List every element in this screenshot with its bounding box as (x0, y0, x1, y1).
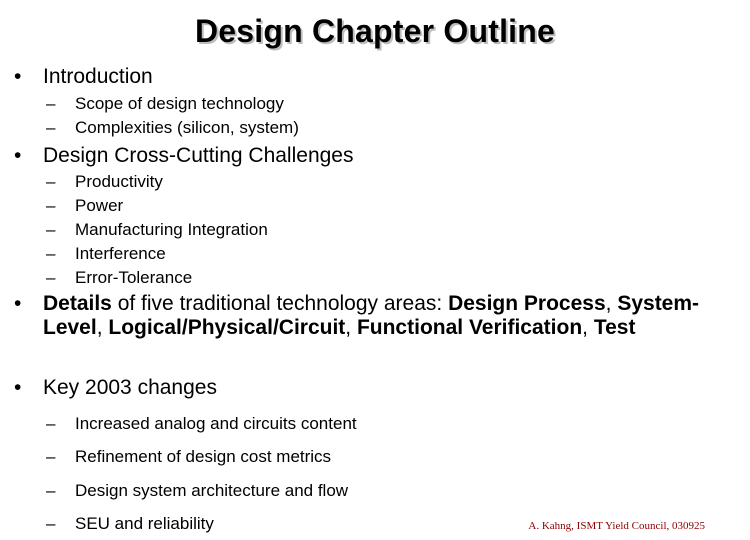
subitem: Complexities (silicon, system) (75, 118, 299, 137)
details-text: of five traditional technology areas: (111, 292, 449, 315)
subitem: Interference (75, 244, 166, 263)
details-bold-text: Details (43, 292, 112, 315)
area-design-process: Design Process (448, 292, 606, 315)
dash-marker: – (46, 514, 56, 533)
separator: , (345, 316, 357, 339)
area-functional-verification: Functional Verification (356, 316, 583, 339)
dash-marker: – (46, 268, 56, 287)
bullet-label: Design Cross-Cutting Challenges (43, 144, 354, 167)
dash-marker: – (46, 94, 56, 113)
slide-title: Design Chapter Outline (195, 13, 555, 49)
dash-marker: – (46, 196, 56, 215)
subitem: Scope of design technology (75, 94, 284, 113)
area-system-level: System-Level (43, 292, 700, 339)
subitem: SEU and reliability (75, 514, 214, 533)
dash-marker: – (46, 172, 56, 191)
dash-marker: – (46, 220, 56, 239)
area-logical-physical-circuit: Logical/Physical/Circuit (108, 316, 346, 339)
subitem: Increased analog and circuits content (75, 414, 357, 433)
separator: , (96, 316, 109, 339)
dash-marker: – (46, 447, 56, 466)
subitem: Productivity (75, 172, 163, 191)
dash-marker: – (46, 414, 56, 433)
subitem: Design system architecture and flow (75, 481, 349, 500)
subitem: Power (75, 196, 124, 215)
bullet-marker: • (14, 65, 22, 88)
details-paragraph (43, 292, 733, 340)
separator: , (605, 292, 618, 315)
subitem: Error-Tolerance (75, 268, 193, 287)
dash-marker: – (46, 481, 56, 500)
subitem: Refinement of design cost metrics (75, 447, 332, 466)
bullet-marker: • (14, 144, 22, 167)
bullet-label: Key 2003 changes (43, 376, 217, 399)
bullet-marker: • (14, 376, 22, 399)
subitem: Manufacturing Integration (75, 220, 268, 239)
bullet-label: Introduction (43, 65, 153, 88)
dash-marker: – (46, 118, 56, 137)
slide-footer: A. Kahng, ISMT Yield Council, 030925 (528, 520, 705, 532)
dash-marker: – (46, 244, 56, 263)
separator: , (582, 316, 594, 339)
bullet-marker: • (14, 292, 22, 315)
area-test: Test (593, 316, 636, 339)
